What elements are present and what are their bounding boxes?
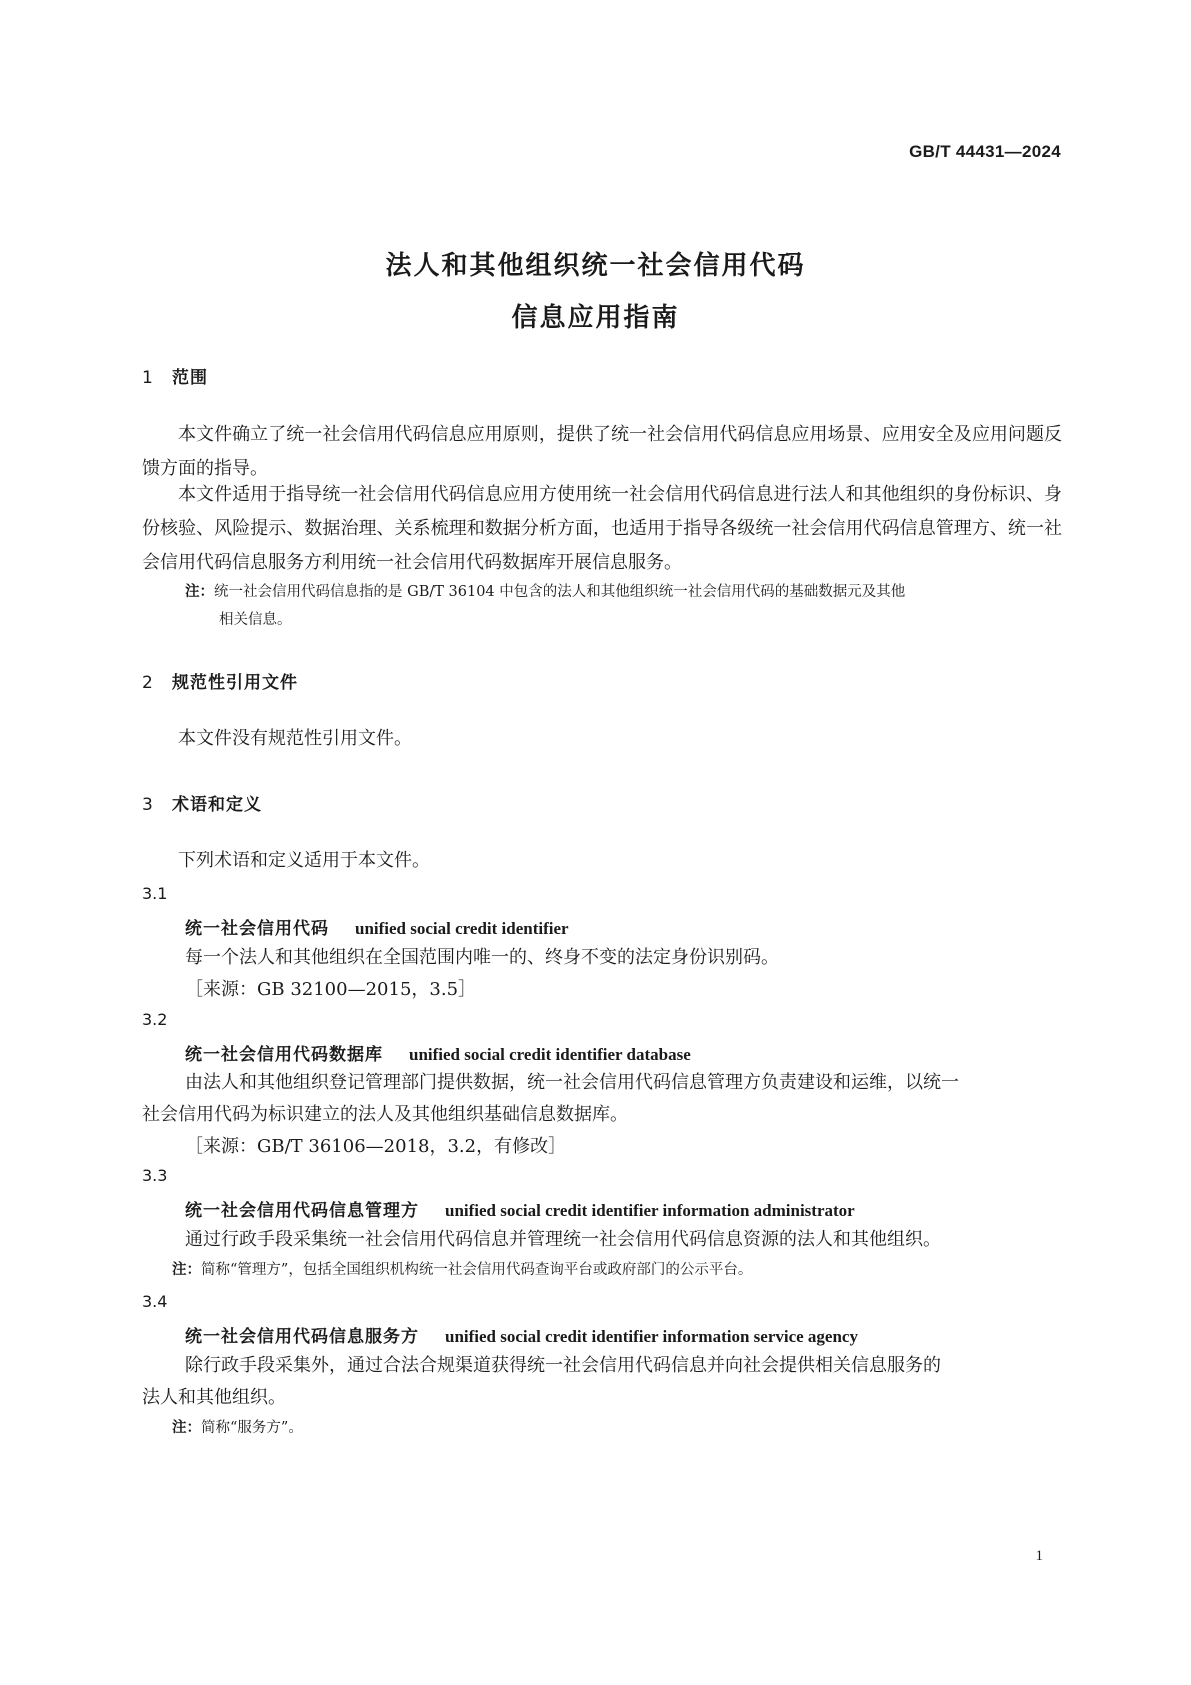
term-en: unified social credit identifier xyxy=(355,919,569,938)
term-zh: 统一社会信用代码信息服务方 xyxy=(185,1327,419,1347)
section-1-note xyxy=(185,578,1062,634)
term-note xyxy=(172,1414,1049,1442)
title-line-1: 法人和其他组织统一社会信用代码 xyxy=(385,251,806,281)
section-1-paragraph-1: 本文件确立了统一社会信用代码信息应用原则，提供了统一社会信用代码信息应用场景、应用安全及应用问题反馈方面的指导。 xyxy=(142,424,1062,479)
term-definition-continuation: 法人和其他组织。 xyxy=(142,1387,286,1408)
term-en: unified social credit identifier database xyxy=(409,1045,691,1064)
note-label: 注： xyxy=(172,1420,201,1436)
section-2-heading xyxy=(142,668,298,693)
document-title xyxy=(0,240,1191,344)
term-en: unified social credit identifier information administrator xyxy=(445,1201,855,1220)
term-definition: 通过行政手段采集统一社会信用代码信息并管理统一社会信用代码信息资源的法人和其他组织。 xyxy=(185,1229,941,1250)
term-definition-continuation: 社会信用代码为标识建立的法人及其他组织基础信息数据库。 xyxy=(142,1104,628,1125)
term-note xyxy=(172,1256,1049,1284)
note-text: 统一社会信用代码信息指的是 GB/T 36104 中包含的法人和其他组织统一社会信用代码的基础数据元及其他 xyxy=(214,584,906,600)
term-source: ［来源：GB/T 36106—2018，3.2，有修改］ xyxy=(185,1136,567,1157)
section-number: 2 xyxy=(142,673,154,693)
section-number: 1 xyxy=(142,368,154,388)
term-definition: 由法人和其他组织登记管理部门提供数据，统一社会信用代码信息管理方负责建设和运维，以统一 xyxy=(185,1072,959,1093)
page-number: 1 xyxy=(1035,1548,1043,1564)
section-1-paragraph-2: 本文件适用于指导统一社会信用代码信息应用方使用统一社会信用代码信息进行法人和其他组织的身份标识、身份核验、风险提示、数据治理、关系梳理和数据分析方面，也适用于指导各级统一社会信用代码信息管理方、统一社会信用代码信息服务方利用统一社会信用代码数据库开展信息服务。 xyxy=(142,484,1062,573)
term-title xyxy=(185,1322,858,1347)
term-definition: 除行政手段采集外，通过合法合规渠道获得统一社会信用代码信息并向社会提供相关信息服务的 xyxy=(185,1355,941,1376)
term-en: unified social credit identifier information service agency xyxy=(445,1327,858,1346)
term-zh: 统一社会信用代码数据库 xyxy=(185,1045,383,1065)
note-label: 注： xyxy=(172,1262,201,1278)
standard-code: GB/T 44431—2024 xyxy=(909,142,1061,161)
term-zh: 统一社会信用代码信息管理方 xyxy=(185,1201,419,1221)
term-zh: 统一社会信用代码 xyxy=(185,919,329,939)
note-text: 简称“管理方”，包括全国组织机构统一社会信用代码查询平台或政府部门的公示平台。 xyxy=(201,1262,753,1278)
section-title: 术语和定义 xyxy=(172,795,262,815)
term-number: 3.4 xyxy=(142,1292,168,1311)
section-3-intro: 下列术语和定义适用于本文件。 xyxy=(178,850,430,871)
section-2-paragraph: 本文件没有规范性引用文件。 xyxy=(178,728,412,749)
term-number: 3.1 xyxy=(142,884,168,903)
note-continuation: 相关信息。 xyxy=(219,612,292,628)
term-title xyxy=(185,1040,691,1065)
section-title: 范围 xyxy=(172,368,208,388)
note-text: 简称“服务方”。 xyxy=(201,1420,303,1436)
section-number: 3 xyxy=(142,795,154,815)
term-title xyxy=(185,1196,855,1221)
term-number: 3.2 xyxy=(142,1010,168,1029)
term-source: ［来源：GB 32100—2015，3.5］ xyxy=(185,979,477,1000)
section-title: 规范性引用文件 xyxy=(172,673,298,693)
section-1-heading xyxy=(142,363,208,388)
section-3-heading xyxy=(142,790,262,815)
term-number: 3.3 xyxy=(142,1166,168,1185)
term-title xyxy=(185,914,569,939)
term-definition: 每一个法人和其他组织在全国范围内唯一的、终身不变的法定身份识别码。 xyxy=(185,947,779,968)
note-label: 注： xyxy=(185,584,214,600)
title-line-2: 信息应用指南 xyxy=(511,303,680,333)
